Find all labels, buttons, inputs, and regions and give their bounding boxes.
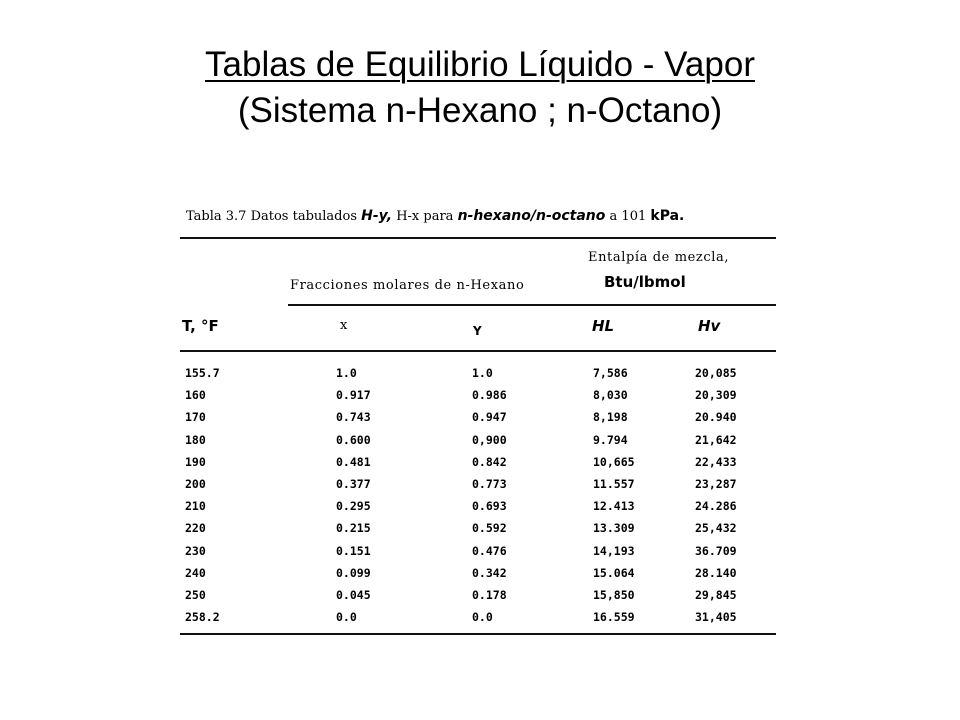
cell-hl: 8,030 [593,388,628,403]
cell-t: 210 [185,499,206,514]
cell-hl: 15.064 [593,565,635,580]
top-rule [180,237,776,239]
slide-title-line2: (Sistema n-Hexano ; n-Octano) [237,91,723,130]
cell-x: 0.0 [336,610,357,625]
cell-t: 180 [185,432,206,447]
caption-unit: kPa. [650,208,685,224]
group-rule [288,304,776,306]
cell-x: 0.917 [336,388,371,403]
cell-y: 0.476 [472,543,507,558]
cell-y: 0.986 [472,388,507,403]
cell-hv: 20.940 [695,410,737,425]
cell-y: 0.947 [472,410,507,425]
caption-system: n-hexano/n-octano [457,208,606,224]
molar-fraction-header: Fracciones molares de n-Hexano [290,278,525,293]
cell-y: 1.0 [472,366,493,380]
slide-title [0,42,960,134]
cell-t: 258.2 [185,610,220,625]
cell-x: 0.600 [336,432,371,447]
cell-hv: 28.140 [695,565,737,580]
enthalpy-unit-header: Btu/lbmol [604,273,686,291]
cell-y: 0.773 [472,477,507,491]
cell-hv: 25,432 [695,521,737,536]
cell-hv: 20,085 [695,366,737,380]
cell-hv: 20,309 [695,388,737,403]
col-header-y: Y [473,324,482,338]
cell-hl: 8,198 [593,410,628,425]
slide-title-line1: Tablas de Equilibrio Líquido - Vapor [205,45,755,84]
cell-x: 1.0 [336,366,357,380]
cell-hv: 23,287 [695,477,737,491]
cell-hv: 21,642 [695,432,737,447]
cell-t: 160 [185,388,206,403]
cell-hv: 36.709 [695,543,737,558]
cell-y: 0.342 [472,565,507,580]
caption-hx: H-x para [396,209,454,224]
col-header-hl: HL [592,317,615,335]
cell-x: 0.295 [336,499,371,514]
cell-hl: 12.413 [593,499,635,514]
cell-t: 155.7 [185,366,220,380]
cell-y: 0.592 [472,521,507,536]
cell-y: 0.0 [472,610,493,625]
caption-hy: H-y, [361,208,393,224]
cell-x: 0.151 [336,543,371,558]
col-header-hv: Hv [698,317,721,335]
cell-hl: 13.309 [593,521,635,536]
cell-hl: 11.557 [593,477,635,491]
cell-hl: 9.794 [593,432,628,447]
cell-t: 200 [185,477,206,491]
cell-y: 0.178 [472,588,507,602]
cell-t: 240 [185,565,206,580]
cell-hv: 24.286 [695,499,737,514]
cell-t: 230 [185,543,206,558]
cell-hv: 22,433 [695,454,737,469]
caption-label: Tabla 3.7 Datos tabulados [186,209,358,224]
cell-t: 250 [185,588,206,602]
header-rule [180,350,776,352]
cell-y: 0.842 [472,454,507,469]
bottom-rule [180,633,776,635]
table-caption [186,208,684,224]
cell-x: 0.099 [336,565,371,580]
cell-x: 0.045 [336,588,371,602]
cell-t: 220 [185,521,206,536]
cell-hl: 10,665 [593,454,635,469]
cell-y: 0.693 [472,499,507,514]
vle-table [180,200,780,640]
cell-hl: 16.559 [593,610,635,625]
col-header-x: x [340,318,348,333]
col-header-t: T, °F [182,317,219,335]
cell-t: 170 [185,410,206,425]
cell-x: 0.377 [336,477,371,491]
cell-hv: 31,405 [695,610,737,625]
cell-x: 0.481 [336,454,371,469]
cell-hl: 14,193 [593,543,635,558]
cell-x: 0.215 [336,521,371,536]
cell-y: 0,900 [472,432,507,447]
cell-t: 190 [185,454,206,469]
cell-hl: 7,586 [593,366,628,380]
caption-at: a 101 [609,209,647,224]
enthalpy-header: Entalpía de mezcla, [588,250,730,265]
cell-x: 0.743 [336,410,371,425]
cell-hl: 15,850 [593,588,635,602]
cell-hv: 29,845 [695,588,737,602]
